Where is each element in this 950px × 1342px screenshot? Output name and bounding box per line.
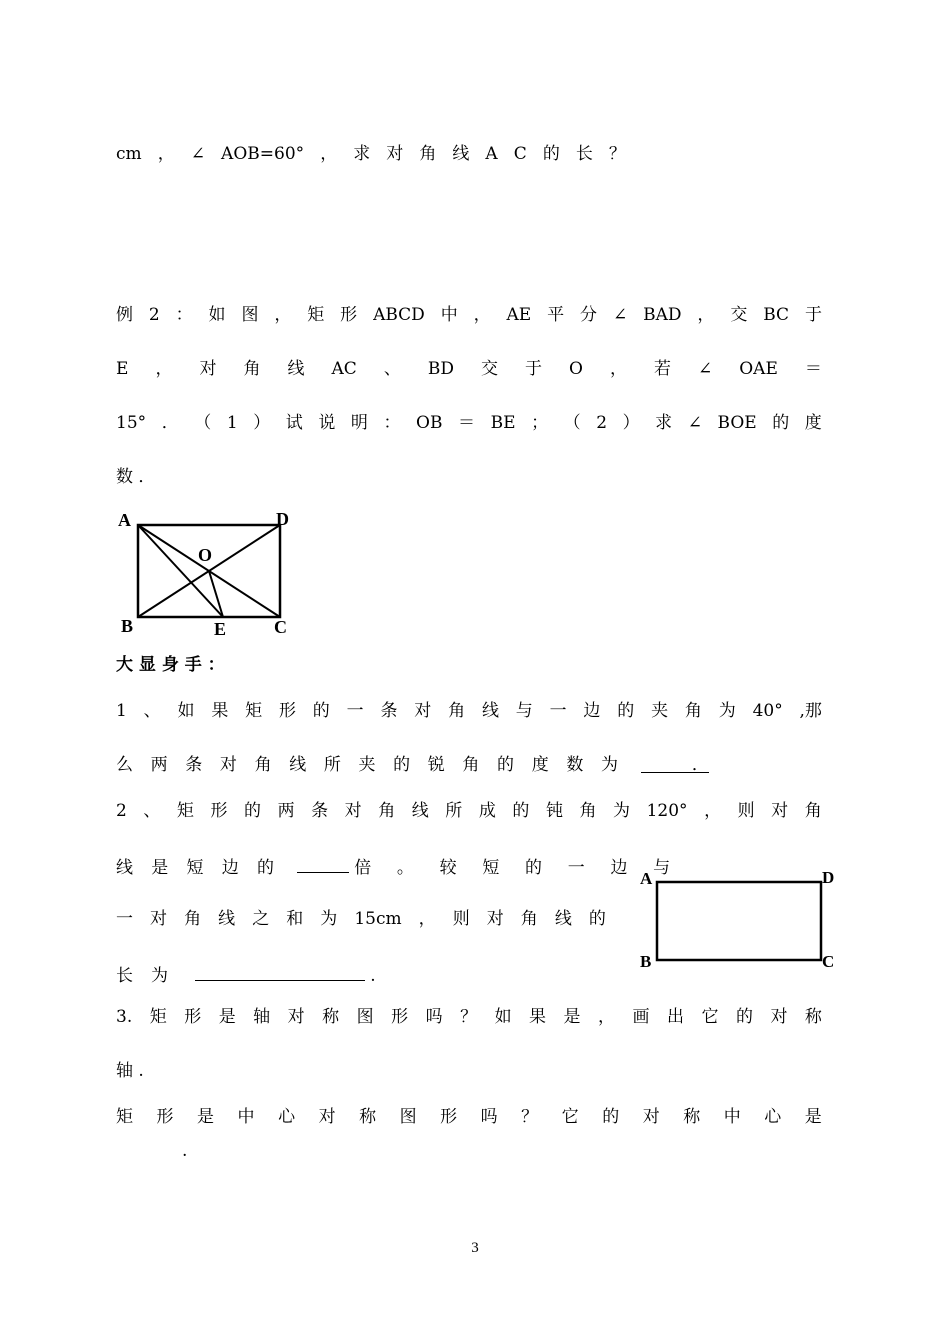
text-token: 称 xyxy=(359,1107,377,1127)
text-token: （ xyxy=(563,413,581,433)
text-token: 交 xyxy=(480,359,498,379)
text-token: 一 xyxy=(116,909,133,929)
text-token: 两 xyxy=(150,755,168,775)
label-e: E xyxy=(214,619,227,639)
text-token: ， xyxy=(418,909,436,929)
text-token: ∠ xyxy=(612,305,628,325)
text-token: 长 xyxy=(575,144,593,164)
text-token: ， xyxy=(320,144,338,164)
text-token: ， xyxy=(704,801,722,821)
text-token: 线 xyxy=(218,909,236,929)
text-token: 、 xyxy=(383,359,401,379)
text-token: 、 xyxy=(143,701,161,721)
label-a: A xyxy=(118,510,131,530)
text-token: 明 xyxy=(350,413,368,433)
text-token: 角 xyxy=(462,755,480,775)
rectangle-figure-abcd xyxy=(110,505,310,645)
text-token: A xyxy=(485,144,498,164)
text-token: ， xyxy=(155,359,173,379)
text-token: 画 xyxy=(632,1007,650,1027)
text-token: 称 xyxy=(683,1107,701,1127)
text-token: 出 xyxy=(666,1007,684,1027)
text-token: 线 xyxy=(289,755,307,775)
text-token: 角 xyxy=(184,909,202,929)
text-token: 2 xyxy=(148,305,160,325)
text-token: 夹 xyxy=(651,701,669,721)
text-token: 角 xyxy=(804,801,822,821)
text-token: 条 xyxy=(185,755,203,775)
text-token: 对 xyxy=(219,755,237,775)
text-token: ？ xyxy=(608,144,626,164)
text-token: 矩 xyxy=(245,701,263,721)
text-token: ？ xyxy=(521,1107,539,1127)
text-token: 的 xyxy=(525,858,543,878)
text-token: 图 xyxy=(399,1107,417,1127)
text-token: ： xyxy=(383,413,401,433)
text-token: BE xyxy=(490,413,516,433)
text-token: 一 xyxy=(549,701,567,721)
text-token: ） xyxy=(253,413,271,433)
text-token: 3. xyxy=(116,1007,133,1027)
text-token: ＝ xyxy=(458,413,476,433)
text-token: 对 xyxy=(771,801,789,821)
line-end-period: . xyxy=(370,966,376,986)
text-token: 角 xyxy=(243,359,261,379)
text-token: 图 xyxy=(356,1007,374,1027)
text-token: 数 xyxy=(566,755,584,775)
text-token: 如 xyxy=(177,701,195,721)
text-token: 形 xyxy=(391,1007,409,1027)
label-d: D xyxy=(276,509,289,529)
text-token: ， xyxy=(274,305,292,325)
text-token: 度 xyxy=(804,413,822,433)
text-token: 、 xyxy=(143,801,161,821)
text-token: BOE xyxy=(717,413,757,433)
text-token: 么 xyxy=(116,755,133,775)
question2-line-3 xyxy=(116,908,606,930)
text-token: 如 xyxy=(208,305,226,325)
answer-blank-2 xyxy=(297,854,349,873)
text-token: 所 xyxy=(445,801,463,821)
label-a-2: A xyxy=(640,869,653,888)
text-token: 与 xyxy=(515,701,533,721)
text-token: 矩 xyxy=(307,305,325,325)
text-token: 心 xyxy=(278,1107,296,1127)
text-token: ？ xyxy=(460,1007,478,1027)
rectangle-figure-2 xyxy=(636,865,846,975)
text-token: BC xyxy=(763,305,790,325)
text-token: AOB=60° xyxy=(221,144,305,164)
text-token: OB xyxy=(416,413,443,433)
text-token: 矩 xyxy=(116,1107,133,1127)
text-token: 短 xyxy=(186,858,204,878)
blank-end-period: ． xyxy=(691,755,709,775)
text-token: 是 xyxy=(151,858,169,878)
text-token: 边 xyxy=(610,858,628,878)
rectangle-shape-2 xyxy=(657,882,821,960)
text-token: 120° xyxy=(646,801,688,821)
text-token: O xyxy=(569,359,583,379)
text-token: 轴 xyxy=(253,1007,271,1027)
text-token: 对 xyxy=(344,801,362,821)
label-c: C xyxy=(274,617,287,637)
text-token: 的 xyxy=(735,1007,753,1027)
text-token: 是 xyxy=(218,1007,236,1027)
text-token: 边 xyxy=(583,701,601,721)
text-token: 角 xyxy=(684,701,702,721)
text-token: 边 xyxy=(221,858,239,878)
label-b-2: B xyxy=(640,952,652,971)
text-token: ， xyxy=(157,144,175,164)
text-token: ， xyxy=(598,1007,616,1027)
answer-blank-1 xyxy=(641,754,709,773)
text-token: 2 xyxy=(116,801,127,821)
text-token: 如 xyxy=(494,1007,512,1027)
text-token: ． xyxy=(161,413,179,433)
answer-blank-3 xyxy=(195,962,365,981)
question2-line-2-b xyxy=(354,857,670,879)
label-d-2: D xyxy=(822,868,835,887)
text-token: AC xyxy=(331,359,357,379)
section-heading: 大 显 身 手 ： xyxy=(116,655,225,675)
text-token: 夹 xyxy=(358,755,376,775)
text-token: 短 xyxy=(482,858,500,878)
text-token: 之 xyxy=(252,909,270,929)
text-token: 是 xyxy=(563,1007,581,1027)
text-token: 称 xyxy=(322,1007,340,1027)
question2-line-2 xyxy=(116,854,670,879)
text-token: 条 xyxy=(311,801,329,821)
example2-line-2 xyxy=(116,358,822,380)
text-token: 一 xyxy=(346,701,364,721)
text-token: 的 xyxy=(617,701,635,721)
text-token: 则 xyxy=(737,801,755,821)
question3-line-2: 轴 . xyxy=(116,1061,144,1081)
question2-line-1 xyxy=(116,800,822,822)
text-token: 对 xyxy=(199,359,217,379)
label-o: O xyxy=(198,545,213,565)
text-token: ； xyxy=(531,413,549,433)
text-token: ， xyxy=(473,305,491,325)
text-token: OAE xyxy=(739,359,778,379)
page-number: 3 xyxy=(471,1240,479,1256)
text-token: ， xyxy=(697,305,715,325)
text-token: 是 xyxy=(197,1107,215,1127)
text-token: 为 xyxy=(718,701,736,721)
text-token: 说 xyxy=(318,413,336,433)
text-token: 。 xyxy=(396,858,414,878)
text-token: 形 xyxy=(278,701,296,721)
text-token: 1 xyxy=(226,413,238,433)
text-token: 角 xyxy=(419,144,437,164)
text-token: 的 xyxy=(393,755,411,775)
text-token: 线 xyxy=(554,909,572,929)
example2-line-1 xyxy=(116,304,822,326)
text-token: 角 xyxy=(579,801,597,821)
text-token: 中 xyxy=(723,1107,741,1127)
text-token: 角 xyxy=(520,909,538,929)
text-token: 交 xyxy=(730,305,748,325)
question2-line-4-a xyxy=(116,965,168,987)
text-token: 图 xyxy=(241,305,259,325)
text-token: 15° xyxy=(116,413,147,433)
text-token: 对 xyxy=(386,144,404,164)
text-token: 称 xyxy=(804,1007,822,1027)
text-token: ∠ xyxy=(190,144,205,164)
question3-line-1 xyxy=(116,1006,822,1028)
text-token: 角 xyxy=(254,755,272,775)
text-token: 它 xyxy=(701,1007,719,1027)
text-token: ABCD xyxy=(373,305,425,325)
text-token: 1 xyxy=(116,701,127,721)
text-token: 心 xyxy=(764,1107,782,1127)
text-token: 矩 xyxy=(149,1007,167,1027)
text-token: BD xyxy=(427,359,454,379)
text-token: 试 xyxy=(285,413,303,433)
text-token: 形 xyxy=(210,801,228,821)
text-token: 的 xyxy=(244,801,262,821)
text-token: 平 xyxy=(547,305,565,325)
text-token: 的 xyxy=(542,144,560,164)
text-token: 线 xyxy=(411,801,429,821)
text-token: 与 xyxy=(653,858,671,878)
text-token: 于 xyxy=(804,305,822,325)
text-token: 的 xyxy=(602,1107,620,1127)
text-token: C xyxy=(513,144,527,164)
text-token: ∠ xyxy=(687,413,702,433)
text-token: 角 xyxy=(378,801,396,821)
text-token: ,那 xyxy=(799,701,822,721)
text-token: 的 xyxy=(588,909,606,929)
text-token: 形 xyxy=(340,305,358,325)
text-token: 的 xyxy=(497,755,515,775)
text-token: 中 xyxy=(440,305,458,325)
text-token: 线 xyxy=(116,858,133,878)
text-token: 15cm xyxy=(354,909,402,929)
text-token: 线 xyxy=(481,701,499,721)
text-token: 对 xyxy=(287,1007,305,1027)
text-token: ＝ xyxy=(804,359,822,379)
text-token: 为 xyxy=(320,909,338,929)
text-token: 线 xyxy=(287,359,305,379)
text-token: 求 xyxy=(655,413,673,433)
label-b: B xyxy=(121,616,134,636)
text-token: 的 xyxy=(772,413,790,433)
text-token: 对 xyxy=(150,909,168,929)
text-token: 例 xyxy=(116,305,133,325)
text-token: 求 xyxy=(353,144,371,164)
question1-line-2-text xyxy=(116,754,618,776)
text-token: 则 xyxy=(452,909,470,929)
text-token: 是 xyxy=(804,1107,822,1127)
text-token: 的 xyxy=(257,858,274,878)
text-token: AE xyxy=(506,305,532,325)
text-token: 2 xyxy=(596,413,608,433)
text-token: 于 xyxy=(524,359,542,379)
question1-line-1 xyxy=(116,700,822,722)
text-token: ） xyxy=(622,413,640,433)
text-token: （ xyxy=(194,413,212,433)
text-token: ， xyxy=(609,359,627,379)
text-token: 对 xyxy=(486,909,504,929)
text-token: 吗 xyxy=(425,1007,443,1027)
question3-line-4: . xyxy=(182,1141,188,1161)
text-token: 所 xyxy=(323,755,341,775)
text-token: E xyxy=(116,359,129,379)
text-token: 40° xyxy=(752,701,783,721)
text-token: 果 xyxy=(529,1007,547,1027)
problem-continuation-line xyxy=(116,143,626,165)
text-token: 对 xyxy=(642,1107,660,1127)
example2-line-3 xyxy=(116,412,822,434)
text-token: 为 xyxy=(600,755,618,775)
text-token: 分 xyxy=(580,305,598,325)
text-token: 成 xyxy=(478,801,496,821)
text-token: 线 xyxy=(452,144,470,164)
text-token: 若 xyxy=(653,359,671,379)
question2-line-4 xyxy=(116,962,376,987)
text-token: 为 xyxy=(151,966,168,986)
text-token: 长 xyxy=(116,966,133,986)
text-token: 形 xyxy=(156,1107,174,1127)
text-token: 形 xyxy=(184,1007,202,1027)
text-token: 两 xyxy=(277,801,295,821)
text-token: 对 xyxy=(770,1007,788,1027)
text-token: ∠ xyxy=(697,359,713,379)
question2-line-2-a xyxy=(116,857,274,879)
question3-line-3 xyxy=(116,1106,822,1128)
text-token: 角 xyxy=(448,701,466,721)
text-token: 度 xyxy=(531,755,549,775)
text-token: 吗 xyxy=(480,1107,498,1127)
text-token: 较 xyxy=(439,858,457,878)
text-token: 对 xyxy=(414,701,432,721)
text-token: 它 xyxy=(561,1107,579,1127)
text-token: 矩 xyxy=(176,801,194,821)
text-token: 对 xyxy=(318,1107,336,1127)
text-token: 锐 xyxy=(427,755,445,775)
text-token: 钝 xyxy=(545,801,563,821)
text-token: 中 xyxy=(237,1107,255,1127)
text-token: 条 xyxy=(380,701,398,721)
text-token: 为 xyxy=(613,801,631,821)
text-token: cm xyxy=(116,144,142,164)
text-token: 倍 xyxy=(354,858,372,878)
text-token: 和 xyxy=(286,909,304,929)
example2-line-4: 数 ． xyxy=(116,467,156,487)
text-token: 果 xyxy=(211,701,229,721)
question1-line-2 xyxy=(116,754,709,776)
text-token: 形 xyxy=(440,1107,458,1127)
text-token: 的 xyxy=(312,701,330,721)
text-token: ： xyxy=(175,305,193,325)
text-token: BAD xyxy=(643,305,682,325)
text-token: 的 xyxy=(512,801,530,821)
label-c-2: C xyxy=(822,952,835,971)
text-token: 一 xyxy=(567,858,585,878)
